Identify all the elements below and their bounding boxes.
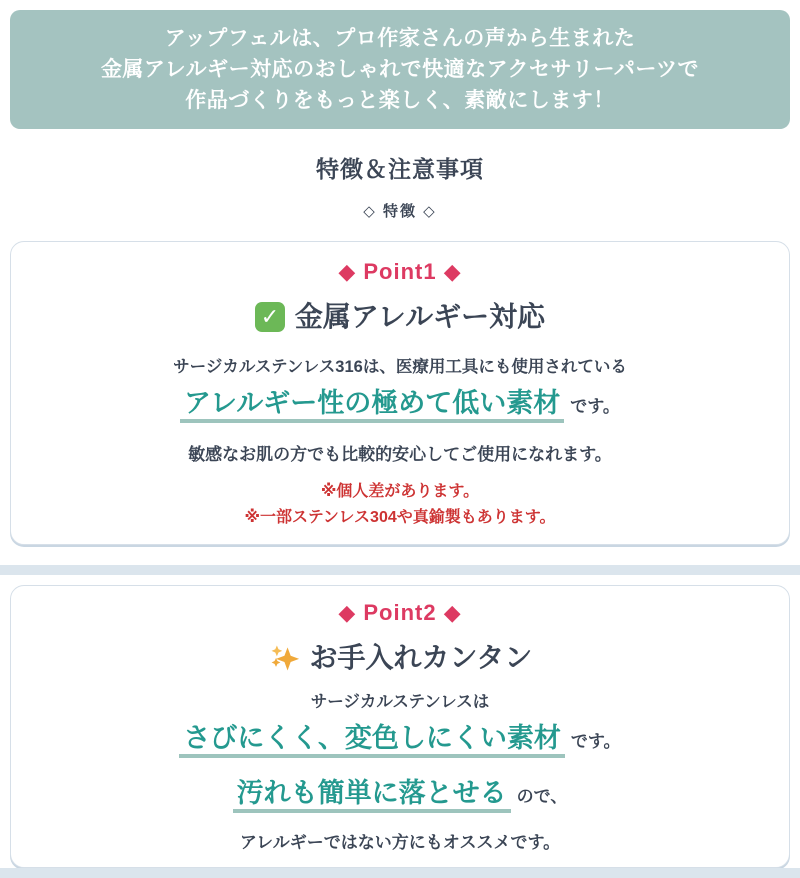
sparkles-icon [268,643,300,673]
point2-heading-text: お手入れカンタン [309,642,533,673]
point1-body-line-2: 敏感なお肌の方でも比較的安心してご使用になれます。 [188,445,612,464]
banner-line-1: アップフェルは、プロ作家さんの声から生まれた [164,27,636,50]
emphasis-text-low-allergy: アレルギー性の極めて低い素材 [180,388,564,423]
point2-heading [27,638,773,678]
banner-line-2: 金属アレルギー対応のおしゃれで快適なアクセサリーパーツで [100,58,700,81]
point1-body-line: サージカルステンレス316は、医療用工具にも使用されている [173,358,627,376]
section-divider [0,565,800,575]
feature-card-point2 [10,585,790,868]
emphasis-suffix: です。 [570,397,620,416]
point2-emphasis-line-1 [27,717,773,764]
point1-heading-text: 金属アレルギー対応 [294,301,546,332]
emphasis-suffix: ので、 [516,787,568,806]
emphasis-suffix: です。 [570,732,621,751]
note-material-variants: ※一部ステンレス304や真鍮製もあります。 [244,509,556,526]
feature-card-point1 [10,241,790,545]
header-banner [10,10,790,129]
section-subtitle: ◇ 特徴 ◇ [363,203,437,220]
point1-emphasis-line [27,382,773,429]
bottom-divider [0,868,800,878]
point2-emphasis-line-2 [27,772,773,819]
point2-body-line: サージカルステンレスは [310,693,490,711]
emphasis-text-rust-resistant: さびにくく、変色しにくい素材 [179,723,564,758]
note-individual-differences: ※個人差があります。 [320,483,480,500]
banner-line-3: 作品づくりをもっと楽しく、素敵にします！ [185,89,615,112]
check-icon: ✓ [255,302,285,332]
point2-body-line-2: アレルギーではない方にもオススメです。 [239,833,561,852]
point1-badge: ◆ Point1 ◆ [338,259,462,284]
emphasis-text-easy-clean: 汚れも簡単に落とせる [233,778,511,813]
page-title: 特徴＆注意事項 [316,156,484,182]
point1-heading [27,297,773,337]
point2-badge: ◆ Point2 ◆ [338,600,462,625]
